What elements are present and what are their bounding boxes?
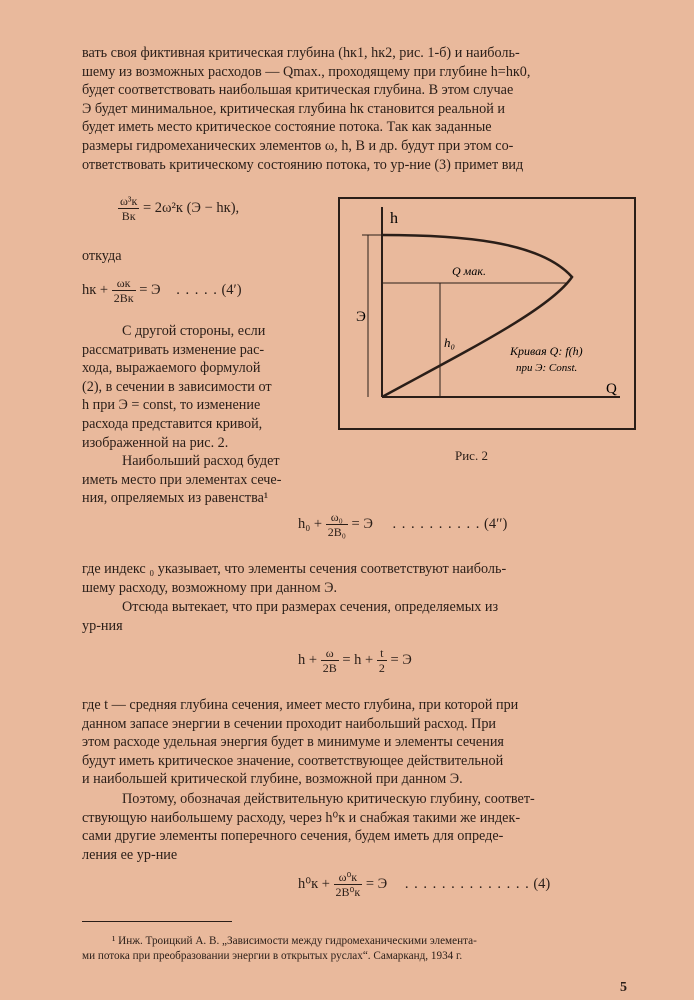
- text-line: h при Э = const, то изменение: [82, 397, 261, 414]
- text-line: и наибольшей критической глубине, возможной при данном Э.: [82, 771, 463, 788]
- figure-2-diagram: [340, 199, 634, 428]
- text-line: шему расходу, возможному при данном Э.: [82, 579, 338, 596]
- figure-2-frame: [338, 197, 636, 430]
- text-line: сами другие элементы поперечного сечения, будем иметь для опреде-: [82, 828, 504, 845]
- text-line: (2), в сечении в зависимости от: [82, 378, 272, 395]
- text-line: Поэтому, обозначая действительную критическую глубину, соответ-: [122, 791, 535, 807]
- fraction: $\frac{t}{2}$: [378, 646, 385, 675]
- text-line: будут иметь критическое значение, соответствующее действительной: [82, 752, 504, 769]
- text-line: шему из возможных расходов — Qmax., проходящему при глубине h=hк0,: [82, 63, 531, 80]
- text-line: иметь место при элементах сече-: [82, 471, 282, 488]
- footnote-line: ¹ Инж. Троицкий А. В. „Зависимости между гидромеханическими элемента-: [112, 935, 477, 947]
- figure-caption: Рис. 2: [455, 448, 488, 463]
- page-number: 5: [620, 980, 627, 995]
- fraction: $\frac{\text{ω³к}}{Bк}$: [120, 194, 138, 223]
- q-axis-label: Q: [606, 381, 617, 397]
- paragraph-3: [82, 696, 638, 789]
- footnote-line: ми потока при преобразовании энергии в открытых руслах“. Самарканд, 1934 г.: [82, 950, 463, 962]
- otkuda-word: откуда: [82, 248, 122, 264]
- formula-4: h + $\frac{\omega}{2B}$ = h + $\frac{t}{2}$ = Э: [298, 646, 412, 675]
- text-line: этом расходе удельная энергия будет в минимуме и элементы сечения: [82, 734, 504, 751]
- text-line: будет иметь место критическое состояние потока. Так как заданные: [82, 119, 492, 136]
- formula-5: h⁰к + $\frac{\text{ω⁰к}}{\text{2B⁰к}}$ = Э . . . . . . . . . . . . . . (4): [298, 870, 551, 899]
- text-line: Наибольший расход будет: [122, 453, 280, 470]
- mid-paragraph-2: [82, 598, 638, 635]
- text-line: ствующую наибольшему расходу, через h⁰к и снабжая такими же индек-: [82, 809, 521, 826]
- qmax-label: Q мак.: [452, 264, 486, 278]
- footnote: [82, 934, 638, 964]
- text-line: ответствовать критическому состоянию потока, то ур-ние (3) примет вид: [82, 156, 524, 173]
- curve-label-1: Кривая Q: f(h): [510, 344, 583, 358]
- text-line: изображенной на рис. 2.: [82, 434, 229, 451]
- text-line: ния, опреляемых из равенства¹: [82, 490, 269, 507]
- fraction: $\frac{\text{ω⁰к}}{\text{2B⁰к}}$: [335, 870, 361, 899]
- text-line: где t — средняя глубина сечения, имеет место глубина, при которой при: [82, 697, 519, 713]
- mid-paragraph: [82, 560, 638, 597]
- side-paragraph: [82, 322, 324, 508]
- text-line: Отсюда вытекает, что при размерах сечения, определяемых из: [122, 599, 499, 615]
- text-line: ления ее ур-ние: [82, 846, 178, 863]
- h0-label: h₀: [444, 335, 456, 350]
- fraction: $\frac{\omega}{2B}$: [322, 646, 337, 675]
- paragraph-4: [82, 790, 638, 864]
- text-line: вать своя фиктивная критическая глубина (hк1, hк2, рис. 1-б) и наиболь-: [82, 45, 520, 61]
- text-line: будет соответствовать наибольшая критическая глубина. В этом случае: [82, 82, 514, 99]
- formula-1: $\frac{\text{ω³к}}{Bк}$ = 2ω²к (Э − hк),: [120, 194, 240, 223]
- h-axis-label: h: [390, 210, 398, 227]
- text-line: данном запасе энергии в сечении проходит наибольший расход. При: [82, 715, 497, 732]
- text-line: рассматривать изменение рас-: [82, 341, 265, 358]
- text-line: С другой стороны, если: [122, 323, 266, 339]
- top-paragraph: [82, 44, 638, 174]
- text-line: расхода представится кривой,: [82, 415, 263, 432]
- text-line: размеры гидромеханических элементов ω, h, B и др. будут при этом со-: [82, 137, 514, 154]
- formula-3: h₀ + $\frac{\text{ω₀}}{\text{2B₀}}$ = Э . . . . . . . . . . (4′′): [298, 510, 508, 539]
- text-line: хода, выражаемого формулой: [82, 360, 261, 377]
- text-line: Э будет минимальное, критическая глубина hк становится реальной и: [82, 100, 505, 117]
- text-line: ур-ния: [82, 617, 123, 634]
- formula-2: hк + $\frac{\omega к}{2Bк}$ = Э . . . . . (4′): [82, 276, 242, 305]
- fraction: $\frac{\text{ω₀}}{\text{2B₀}}$: [327, 510, 346, 539]
- fraction: $\frac{\omega к}{2Bк}$: [113, 276, 134, 305]
- text-line: где индекс ₀ указывает, что элементы сечения соответствуют наиболь-: [82, 561, 507, 577]
- footnote-divider: [82, 921, 232, 922]
- energy-label: Э: [356, 309, 366, 325]
- curve-label-2: при Э: Const.: [516, 362, 578, 374]
